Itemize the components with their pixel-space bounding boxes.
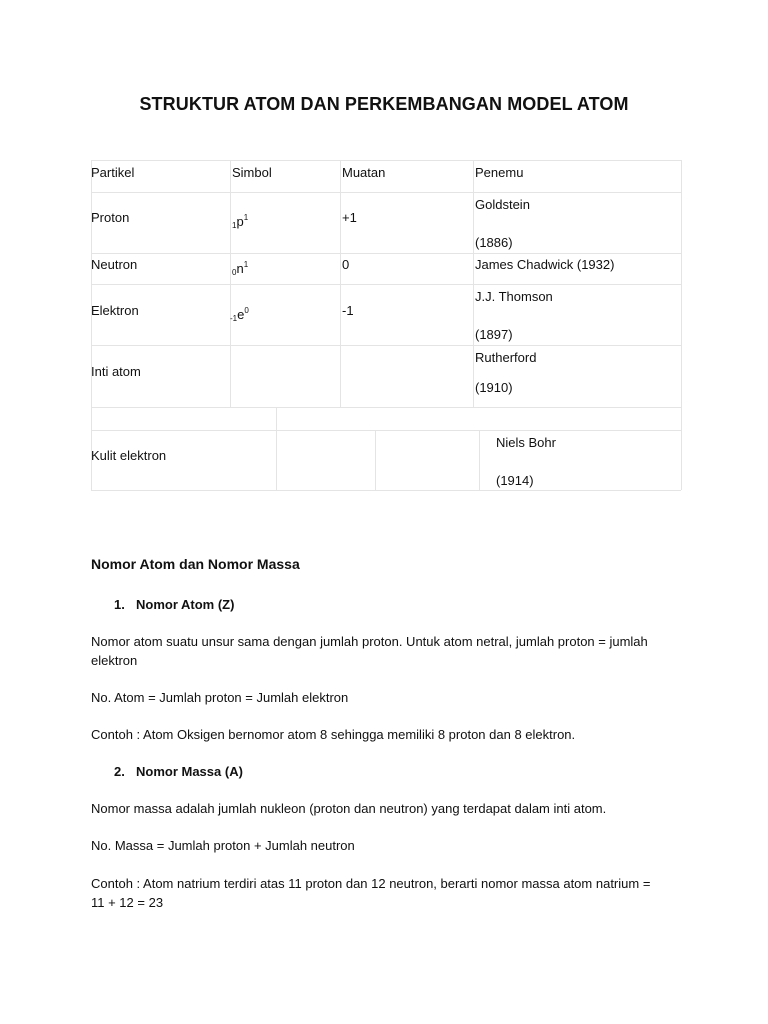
table-rule [375,430,376,490]
table-cell-penemu: Niels Bohr [496,435,556,450]
symbol-letter: e [237,307,245,322]
table-rule [473,160,474,407]
table-header-simbol: Simbol [232,165,272,180]
page-title: STRUKTUR ATOM DAN PERKEMBANGAN MODEL ATOM [139,94,629,114]
table-cell-muatan: -1 [342,303,354,318]
table-cell-penemu-year: (1897) [475,327,513,342]
table-cell-simbol [232,257,248,281]
table-cell-partikel: Elektron [91,303,139,318]
table-header-penemu: Penemu [475,165,524,180]
table-cell-penemu: Goldstein [475,197,530,212]
table-header-partikel: Partikel [91,165,135,180]
section-heading: Nomor Atom dan Nomor Massa [91,556,300,572]
table-cell-partikel: Proton [91,210,130,225]
list-number: 2. [114,764,125,779]
paragraph: Contoh : Atom natrium terdiri atas 11 proton dan 12 neutron, berarti nomor massa atom natrium = 11 + 12 = 23 [91,876,651,910]
table-cell-muatan: +1 [342,210,357,225]
atomic-number: 0 [232,268,237,277]
table-rule [276,407,277,490]
list-number: 1. [114,597,125,612]
table-cell-penemu-year: (1910) [475,380,513,395]
table-rule [340,160,341,407]
table-cell-partikel: Neutron [91,257,138,272]
table-rule [91,430,681,431]
paragraph: No. Massa = Jumlah proton + Jumlah neutron [91,838,355,853]
paragraph: Contoh : Atom Oksigen bernomor atom 8 sehingga memiliki 8 proton dan 8 elektron. [91,727,576,742]
table-rule [91,407,681,408]
table-cell-partikel: Inti atom [91,364,141,379]
symbol-letter: p [236,214,244,229]
list-label: Nomor Atom (Z) [136,597,235,612]
table-cell-penemu-year: (1914) [496,473,534,488]
table-rule [91,345,681,346]
atomic-number: 1 [232,221,237,230]
atomic-number: -1 [230,314,238,323]
table-cell-penemu: J.J. Thomson [475,289,553,304]
table-rule [91,284,681,285]
table-cell-penemu: Rutherford [475,350,537,365]
table-rule [479,430,480,490]
table-cell-partikel: Kulit elektron [91,448,167,463]
table-cell-muatan: 0 [342,257,350,272]
mass-number: 0 [244,306,249,315]
table-rule [681,160,682,490]
mass-number: 1 [243,213,249,222]
paragraph: No. Atom = Jumlah proton = Jumlah elektron [91,690,349,705]
table-rule [91,253,681,254]
table-rule [91,160,681,161]
table-cell-simbol [230,303,249,327]
mass-number: 1 [243,260,249,269]
list-label: Nomor Massa (A) [136,764,243,779]
table-cell-penemu-year: (1886) [475,235,513,250]
table-rule [91,490,681,491]
symbol-letter: n [236,261,244,276]
table-header-muatan: Muatan [342,165,386,180]
table-cell-penemu: James Chadwick (1932) [475,257,615,272]
table-rule [230,160,231,407]
table-cell-simbol [232,210,248,234]
table-rule [91,192,681,193]
paragraph: Nomor atom suatu unsur sama dengan jumlah proton. Untuk atom netral, jumlah proton = jumlah elektron [91,634,648,668]
paragraph: Nomor massa adalah jumlah nukleon (proton dan neutron) yang terdapat dalam inti atom. [91,801,607,816]
